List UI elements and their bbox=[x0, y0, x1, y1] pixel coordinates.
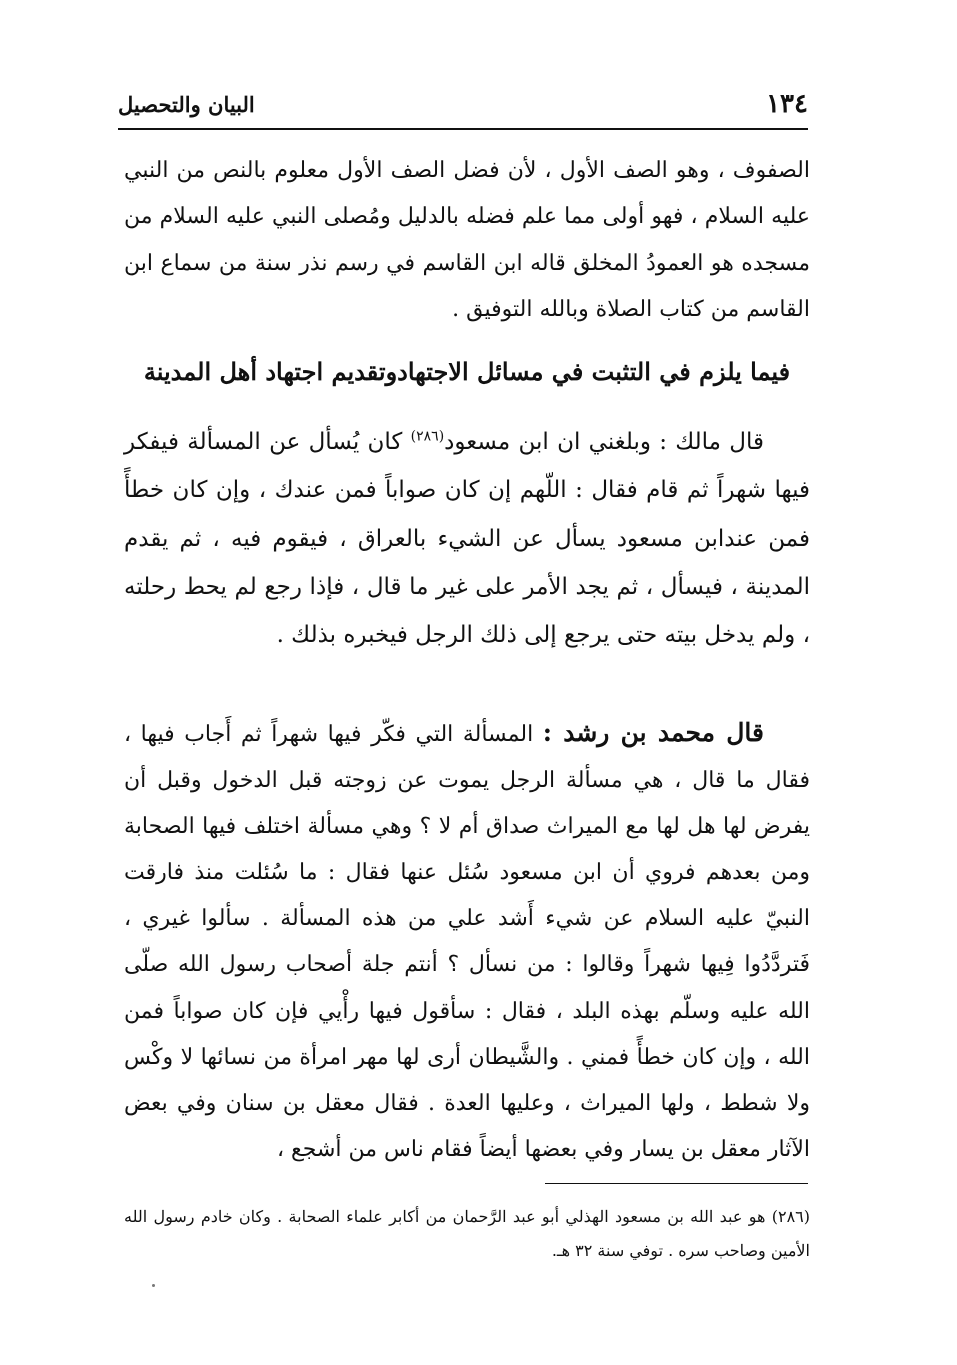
section-heading: فيما يلزم في التثبت في مسائل الاجتهادوتقديم اجتهاد أهل المدينة bbox=[143, 357, 791, 386]
paragraph-2 bbox=[124, 418, 810, 659]
paragraph-3-body: المسألة التي فكّر فيها شهراً ثم أَجاب فيها ، فقال ما قال ، هي مسألة الرجل يموت عن زوجته قبل الدخول وقبل أن يفرض لها هل لها مع الميراث صداق أم لا ؟ وهي مسألة اختلف فيها الصحابة ومن بعدهم فروي أن ابن مسعود سُئل عنها فقال : ما سُئلت منذ فارقت النبيّ عليه السلام عن شيء أَشد علي من هذه المسألة . سألوا غيري ، فَتردَّدُوا فِيها شهراً وقالوا : من نسأل ؟ أنتم جلة أصحاب رسول الله صلّى الله عليه وسلّم بهذه البلد ، فقال : سأقول فيها رأْيي فإن كان صواباً فمن الله ، وإن كان خطأً فمني . والشَّيطان أرى لها مهر امرأة من نسائها لا وكْس ولا شطط ، ولها الميراث ، وعليها العدة . فقال معقل بن سنان وفي بعض الآثار معقل بن يسار وفي بعضها أيضاً فقام ناس من أشجع ، bbox=[124, 722, 810, 1162]
header-rule bbox=[118, 128, 808, 130]
paragraph-2-body: كان يُسأل عن المسألة فيفكر فيها شهراً ثم قام فقال : اللّهم إن كان صواباً فمن عندك ، وإن كان خطأً فمن عندابن مسعود يسأل عن الشيء بالعراق ، فيقوم فيه ، ثم يقدم المدينة ، فيسأل ، ثم يجد الأمر على غير ما قال ، فإذا رجع لم يحط رحلته ، ولم يدخل بيته حتى يرجع إلى ذلك الرجل فيخبره بذلك . bbox=[124, 429, 810, 649]
running-header bbox=[118, 88, 808, 122]
book-title: البيان والتحصيل bbox=[118, 92, 255, 117]
commentary-lead-in: قال محمد بن رشد : bbox=[542, 718, 764, 747]
footnote-reference[interactable]: (٢٨٦) bbox=[410, 428, 445, 445]
footnote-rule bbox=[545, 1183, 808, 1184]
paragraph-2-opening: قال مالك : وبلغني ان ابن مسعود bbox=[444, 429, 765, 455]
paragraph-1: الصفوف ، وهو الصف الأول ، لأن فضل الصف الأول معلوم بالنص من النبي عليه السلام ، فهو أولى مما علم فضله بالدليل ومُصلى النبي عليه السلام من مسجده هو العمودُ المخلق قاله ابن القاسم في رسم نذر سنة من سماع ابن القاسم من كتاب الصلاة وبالله التوفيق . bbox=[124, 158, 810, 323]
paragraph-3 bbox=[124, 710, 810, 1173]
footnote-286: (٢٨٦) هو عبد الله بن مسعود الهذلي أبو عبد الرَّحمان من أكابر علماء الصحابة . وكان خادم رسول الله الأمين وصاحب سره . توفي سنة ٣٢ هـ. bbox=[124, 1207, 810, 1260]
scan-speck bbox=[152, 1284, 155, 1287]
page-number: ١٣٤ bbox=[766, 89, 808, 119]
